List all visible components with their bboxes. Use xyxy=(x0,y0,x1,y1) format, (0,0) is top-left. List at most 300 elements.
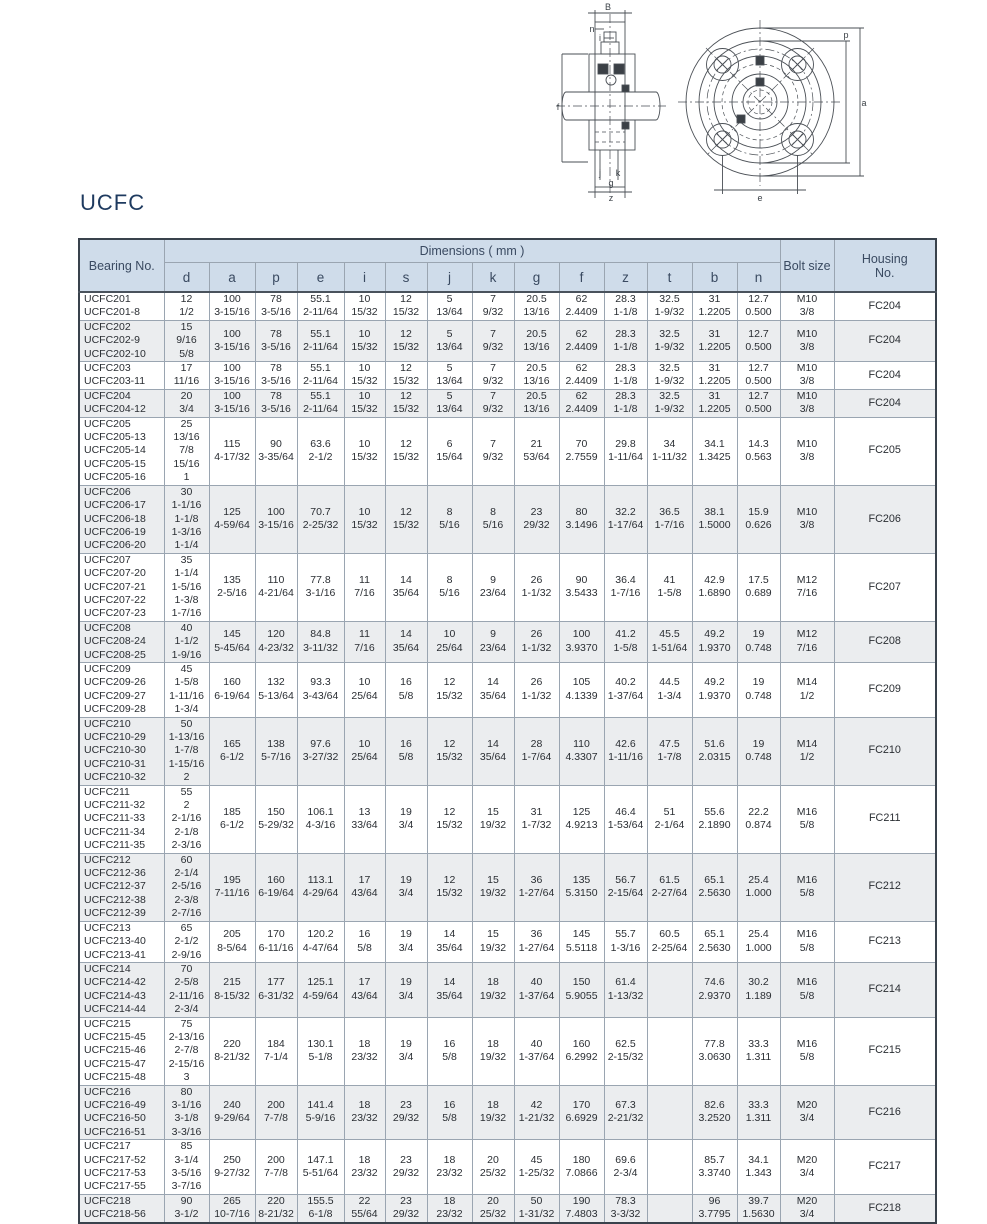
cell-e: 141.4 5-9/16 xyxy=(297,1085,344,1140)
dim-label-j: j xyxy=(599,168,601,178)
cell-i: 10 15/32 xyxy=(344,485,385,553)
cell-b: 31 1.2205 xyxy=(692,320,737,361)
cell-j: 16 5/8 xyxy=(427,1085,472,1140)
cell-e: 55.1 2-11/64 xyxy=(297,320,344,361)
housing-header-line1: Housing xyxy=(861,251,908,266)
cell-a: 265 10-7/16 xyxy=(209,1194,255,1222)
cell-d: 20 3/4 xyxy=(164,389,209,417)
cell-d: 80 3-1/16 3-1/8 3-3/16 xyxy=(164,1085,209,1140)
cell-t: 44.5 1-3/4 xyxy=(647,662,692,717)
cell-p: 120 4-23/32 xyxy=(255,621,297,662)
cell-k: 15 19/32 xyxy=(472,921,514,962)
cell-bolt-size: M16 5/8 xyxy=(780,921,834,962)
table-row xyxy=(79,1085,936,1140)
cell-i: 17 43/64 xyxy=(344,962,385,1017)
cell-bearing-no: UCFC218 UCFC218-56 xyxy=(79,1194,164,1222)
cell-b: 31 1.2205 xyxy=(692,292,737,320)
cell-j: 14 35/64 xyxy=(427,962,472,1017)
cell-housing-no: FC217 xyxy=(834,1140,936,1195)
cell-z: 78.3 3-3/32 xyxy=(604,1194,647,1222)
cell-j: 18 23/32 xyxy=(427,1140,472,1195)
cell-d: 50 1-13/16 1-7/8 1-15/16 2 xyxy=(164,717,209,785)
cell-i: 10 25/64 xyxy=(344,662,385,717)
cell-p: 132 5-13/64 xyxy=(255,662,297,717)
cell-p: 100 3-15/16 xyxy=(255,485,297,553)
cell-housing-no: FC210 xyxy=(834,717,936,785)
cell-housing-no: FC207 xyxy=(834,553,936,621)
dim-label-k: k xyxy=(615,168,621,178)
cell-b: 55.6 2.1890 xyxy=(692,785,737,853)
cell-bearing-no: UCFC214 UCFC214-42 UCFC214-43 UCFC214-44 xyxy=(79,962,164,1017)
cell-s: 23 29/32 xyxy=(385,1140,427,1195)
dim-label-g: g xyxy=(608,178,614,188)
cell-p: 160 6-19/64 xyxy=(255,853,297,921)
cell-n: 12.7 0.500 xyxy=(737,292,780,320)
cell-b: 49.2 1.9370 xyxy=(692,662,737,717)
cell-j: 5 13/64 xyxy=(427,362,472,390)
cell-i: 13 33/64 xyxy=(344,785,385,853)
cell-e: 130.1 5-1/8 xyxy=(297,1017,344,1085)
cell-bolt-size: M10 3/8 xyxy=(780,362,834,390)
cell-a: 100 3-15/16 xyxy=(209,389,255,417)
cell-f: 80 3.1496 xyxy=(559,485,604,553)
cell-e: 147.1 5-51/64 xyxy=(297,1140,344,1195)
table-body xyxy=(79,292,936,1223)
cell-g: 42 1-21/32 xyxy=(514,1085,559,1140)
cell-n: 30.2 1.189 xyxy=(737,962,780,1017)
column-header-bolt-size: Bolt size xyxy=(780,239,834,292)
cell-b: 51.6 2.0315 xyxy=(692,717,737,785)
table-row xyxy=(79,485,936,553)
cell-i: 10 15/32 xyxy=(344,417,385,485)
cell-housing-no: FC208 xyxy=(834,621,936,662)
cell-bearing-no: UCFC204 UCFC204-12 xyxy=(79,389,164,417)
cell-bearing-no: UCFC211 UCFC211-32 UCFC211-33 UCFC211-34 UCFC211-35 xyxy=(79,785,164,853)
cell-z: 28.3 1-1/8 xyxy=(604,320,647,361)
cell-z: 28.3 1-1/8 xyxy=(604,362,647,390)
cell-g: 36 1-27/64 xyxy=(514,853,559,921)
cell-a: 185 6-1/2 xyxy=(209,785,255,853)
cell-i: 10 25/64 xyxy=(344,717,385,785)
cell-z: 40.2 1-37/64 xyxy=(604,662,647,717)
dim-label-i: i xyxy=(599,33,601,43)
cell-g: 26 1-1/32 xyxy=(514,621,559,662)
cell-t: 41 1-5/8 xyxy=(647,553,692,621)
cell-s: 19 3/4 xyxy=(385,785,427,853)
cell-j: 8 5/16 xyxy=(427,553,472,621)
cell-t: 36.5 1-7/16 xyxy=(647,485,692,553)
cell-j: 12 15/32 xyxy=(427,785,472,853)
dim-label-n: n xyxy=(589,24,595,34)
cell-bearing-no: UCFC217 UCFC217-52 UCFC217-53 UCFC217-55 xyxy=(79,1140,164,1195)
cell-i: 16 5/8 xyxy=(344,921,385,962)
cell-t: 51 2-1/64 xyxy=(647,785,692,853)
column-header-z: z xyxy=(604,263,647,293)
cell-p: 90 3-35/64 xyxy=(255,417,297,485)
dim-label-B: B xyxy=(604,2,612,12)
cell-bolt-size: M14 1/2 xyxy=(780,662,834,717)
cell-d: 45 1-5/8 1-11/16 1-3/4 xyxy=(164,662,209,717)
cell-b: 34.1 1.3425 xyxy=(692,417,737,485)
cell-bearing-no: UCFC215 UCFC215-45 UCFC215-46 UCFC215-47 UCFC215-48 xyxy=(79,1017,164,1085)
cell-t: 61.5 2-27/64 xyxy=(647,853,692,921)
cell-d: 90 3-1/2 xyxy=(164,1194,209,1222)
cell-f: 135 5.3150 xyxy=(559,853,604,921)
cell-f: 62 2.4409 xyxy=(559,389,604,417)
cell-f: 170 6.6929 xyxy=(559,1085,604,1140)
cell-f: 180 7.0866 xyxy=(559,1140,604,1195)
cell-s: 12 15/32 xyxy=(385,362,427,390)
housing-header-line2: No. xyxy=(875,265,895,280)
cell-bolt-size: M10 3/8 xyxy=(780,485,834,553)
table-row xyxy=(79,962,936,1017)
cell-a: 100 3-15/16 xyxy=(209,362,255,390)
cell-p: 200 7-7/8 xyxy=(255,1140,297,1195)
dim-label-e: e xyxy=(757,193,763,203)
cell-e: 125.1 4-59/64 xyxy=(297,962,344,1017)
cell-d: 17 11/16 xyxy=(164,362,209,390)
cell-a: 160 6-19/64 xyxy=(209,662,255,717)
cell-f: 105 4.1339 xyxy=(559,662,604,717)
cell-j: 12 15/32 xyxy=(427,662,472,717)
cell-p: 200 7-7/8 xyxy=(255,1085,297,1140)
cell-n: 19 0.748 xyxy=(737,717,780,785)
cell-j: 12 15/32 xyxy=(427,717,472,785)
table-row xyxy=(79,417,936,485)
cell-a: 205 8-5/64 xyxy=(209,921,255,962)
cell-housing-no: FC215 xyxy=(834,1017,936,1085)
cell-bolt-size: M16 5/8 xyxy=(780,962,834,1017)
cell-i: 10 15/32 xyxy=(344,320,385,361)
cell-p: 138 5-7/16 xyxy=(255,717,297,785)
cell-f: 62 2.4409 xyxy=(559,320,604,361)
cell-p: 170 6-11/16 xyxy=(255,921,297,962)
cell-k: 20 25/32 xyxy=(472,1140,514,1195)
cell-n: 12.7 0.500 xyxy=(737,362,780,390)
cell-bolt-size: M16 5/8 xyxy=(780,1017,834,1085)
cell-b: 31 1.2205 xyxy=(692,389,737,417)
table-row xyxy=(79,553,936,621)
cell-k: 20 25/32 xyxy=(472,1194,514,1222)
column-header-d: d xyxy=(164,263,209,293)
cell-i: 11 7/16 xyxy=(344,621,385,662)
cell-s: 23 29/32 xyxy=(385,1085,427,1140)
table-row xyxy=(79,717,936,785)
cell-k: 7 9/32 xyxy=(472,362,514,390)
cell-d: 60 2-1/4 2-5/16 2-3/8 2-7/16 xyxy=(164,853,209,921)
cell-housing-no: FC212 xyxy=(834,853,936,921)
table-row xyxy=(79,320,936,361)
cell-a: 195 7-11/16 xyxy=(209,853,255,921)
cell-b: 82.6 3.2520 xyxy=(692,1085,737,1140)
cell-b: 38.1 1.5000 xyxy=(692,485,737,553)
cell-j: 14 35/64 xyxy=(427,921,472,962)
cell-e: 77.8 3-1/16 xyxy=(297,553,344,621)
cell-s: 19 3/4 xyxy=(385,853,427,921)
cell-n: 19 0.748 xyxy=(737,662,780,717)
cell-n: 22.2 0.874 xyxy=(737,785,780,853)
cell-e: 97.6 3-27/32 xyxy=(297,717,344,785)
cell-d: 12 1/2 xyxy=(164,292,209,320)
cell-j: 5 13/64 xyxy=(427,320,472,361)
cell-g: 40 1-37/64 xyxy=(514,1017,559,1085)
cell-g: 28 1-7/64 xyxy=(514,717,559,785)
cell-g: 20.5 13/16 xyxy=(514,292,559,320)
cell-g: 20.5 13/16 xyxy=(514,362,559,390)
cell-a: 100 3-15/16 xyxy=(209,320,255,361)
column-header-p: p xyxy=(255,263,297,293)
table-row xyxy=(79,921,936,962)
cell-bearing-no: UCFC202 UCFC202-9 UCFC202-10 xyxy=(79,320,164,361)
cell-t: 32.5 1-9/32 xyxy=(647,362,692,390)
cell-z: 67.3 2-21/32 xyxy=(604,1085,647,1140)
cell-s: 12 15/32 xyxy=(385,320,427,361)
cell-housing-no: FC216 xyxy=(834,1085,936,1140)
cell-bolt-size: M12 7/16 xyxy=(780,553,834,621)
cell-k: 7 9/32 xyxy=(472,292,514,320)
cell-n: 14.3 0.563 xyxy=(737,417,780,485)
cell-z: 36.4 1-7/16 xyxy=(604,553,647,621)
cell-bearing-no: UCFC209 UCFC209-26 UCFC209-27 UCFC209-28 xyxy=(79,662,164,717)
cell-k: 15 19/32 xyxy=(472,853,514,921)
cell-bearing-no: UCFC213 UCFC213-40 UCFC213-41 xyxy=(79,921,164,962)
cell-i: 10 15/32 xyxy=(344,389,385,417)
cell-bearing-no: UCFC203 UCFC203-11 xyxy=(79,362,164,390)
cell-i: 18 23/32 xyxy=(344,1017,385,1085)
cell-bearing-no: UCFC206 UCFC206-17 UCFC206-18 UCFC206-19 UCFC206-20 xyxy=(79,485,164,553)
cell-housing-no: FC204 xyxy=(834,292,936,320)
dim-label-a: a xyxy=(861,98,867,108)
cell-a: 250 9-27/32 xyxy=(209,1140,255,1195)
cell-n: 39.7 1.5630 xyxy=(737,1194,780,1222)
cell-housing-no: FC209 xyxy=(834,662,936,717)
cell-b: 65.1 2.5630 xyxy=(692,853,737,921)
cell-f: 145 5.5118 xyxy=(559,921,604,962)
cell-bolt-size: M20 3/4 xyxy=(780,1140,834,1195)
cell-f: 90 3.5433 xyxy=(559,553,604,621)
dim-label-f: f xyxy=(556,102,560,112)
cell-f: 150 5.9055 xyxy=(559,962,604,1017)
cell-b: 96 3.7795 xyxy=(692,1194,737,1222)
cell-e: 63.6 2-1/2 xyxy=(297,417,344,485)
column-header-t: t xyxy=(647,263,692,293)
cell-housing-no: FC214 xyxy=(834,962,936,1017)
cell-d: 55 2 2-1/16 2-1/8 2-3/16 xyxy=(164,785,209,853)
cell-j: 10 25/64 xyxy=(427,621,472,662)
cell-i: 18 23/32 xyxy=(344,1085,385,1140)
cell-p: 177 6-31/32 xyxy=(255,962,297,1017)
cell-b: 77.8 3.0630 xyxy=(692,1017,737,1085)
cell-s: 14 35/64 xyxy=(385,621,427,662)
cell-e: 70.7 2-25/32 xyxy=(297,485,344,553)
table-row xyxy=(79,1140,936,1195)
cell-i: 22 55/64 xyxy=(344,1194,385,1222)
cell-k: 18 19/32 xyxy=(472,1017,514,1085)
dim-label-z: z xyxy=(608,193,614,203)
cell-e: 155.5 6-1/8 xyxy=(297,1194,344,1222)
cell-k: 9 23/64 xyxy=(472,553,514,621)
table-row xyxy=(79,1194,936,1222)
cell-t xyxy=(647,1194,692,1222)
cell-d: 25 13/16 7/8 15/16 1 xyxy=(164,417,209,485)
bearing-unit-drawing xyxy=(548,2,888,202)
cell-g: 23 29/32 xyxy=(514,485,559,553)
cell-d: 35 1-1/4 1-5/16 1-3/8 1-7/16 xyxy=(164,553,209,621)
cell-z: 62.5 2-15/32 xyxy=(604,1017,647,1085)
cell-e: 55.1 2-11/64 xyxy=(297,362,344,390)
cell-bearing-no: UCFC205 UCFC205-13 UCFC205-14 UCFC205-15 UCFC205-16 xyxy=(79,417,164,485)
cell-a: 115 4-17/32 xyxy=(209,417,255,485)
table-row xyxy=(79,662,936,717)
cell-p: 78 3-5/16 xyxy=(255,389,297,417)
table-header xyxy=(79,239,936,292)
cell-g: 36 1-27/64 xyxy=(514,921,559,962)
cell-k: 9 23/64 xyxy=(472,621,514,662)
cell-z: 46.4 1-53/64 xyxy=(604,785,647,853)
cell-n: 33.3 1.311 xyxy=(737,1017,780,1085)
table-row xyxy=(79,621,936,662)
cell-b: 31 1.2205 xyxy=(692,362,737,390)
column-header-g: g xyxy=(514,263,559,293)
cell-t: 34 1-11/32 xyxy=(647,417,692,485)
cell-j: 18 23/32 xyxy=(427,1194,472,1222)
cell-f: 125 4.9213 xyxy=(559,785,604,853)
cell-a: 220 8-21/32 xyxy=(209,1017,255,1085)
cell-g: 45 1-25/32 xyxy=(514,1140,559,1195)
cell-t: 32.5 1-9/32 xyxy=(647,389,692,417)
column-header-s: s xyxy=(385,263,427,293)
cell-bearing-no: UCFC210 UCFC210-29 UCFC210-30 UCFC210-31 UCFC210-32 xyxy=(79,717,164,785)
cell-z: 55.7 1-3/16 xyxy=(604,921,647,962)
cell-n: 33.3 1.311 xyxy=(737,1085,780,1140)
cell-k: 7 9/32 xyxy=(472,389,514,417)
table-row xyxy=(79,292,936,320)
cell-t: 32.5 1-9/32 xyxy=(647,320,692,361)
cell-g: 26 1-1/32 xyxy=(514,553,559,621)
cell-e: 55.1 2-11/64 xyxy=(297,292,344,320)
table-row xyxy=(79,1017,936,1085)
cell-b: 42.9 1.6890 xyxy=(692,553,737,621)
column-header-dimensions: Dimensions ( mm ) xyxy=(164,239,780,263)
cell-k: 18 19/32 xyxy=(472,962,514,1017)
cell-g: 50 1-31/32 xyxy=(514,1194,559,1222)
cell-i: 10 15/32 xyxy=(344,362,385,390)
cell-bolt-size: M10 3/8 xyxy=(780,292,834,320)
cell-g: 21 53/64 xyxy=(514,417,559,485)
column-header-bearing-no: Bearing No. xyxy=(79,239,164,292)
cell-z: 69.6 2-3/4 xyxy=(604,1140,647,1195)
technical-drawing xyxy=(548,2,888,207)
cell-k: 7 9/32 xyxy=(472,417,514,485)
cell-a: 215 8-15/32 xyxy=(209,962,255,1017)
cell-bolt-size: M10 3/8 xyxy=(780,389,834,417)
cell-a: 125 4-59/64 xyxy=(209,485,255,553)
column-header-a: a xyxy=(209,263,255,293)
column-header-f: f xyxy=(559,263,604,293)
cell-k: 8 5/16 xyxy=(472,485,514,553)
cell-n: 12.7 0.500 xyxy=(737,320,780,361)
cell-f: 100 3.9370 xyxy=(559,621,604,662)
cell-bolt-size: M16 5/8 xyxy=(780,853,834,921)
cell-s: 12 15/32 xyxy=(385,292,427,320)
cell-s: 12 15/32 xyxy=(385,417,427,485)
cell-a: 100 3-15/16 xyxy=(209,292,255,320)
cell-d: 85 3-1/4 3-5/16 3-7/16 xyxy=(164,1140,209,1195)
cell-e: 106.1 4-3/16 xyxy=(297,785,344,853)
cell-f: 70 2.7559 xyxy=(559,417,604,485)
cell-b: 49.2 1.9370 xyxy=(692,621,737,662)
column-header-housing-no xyxy=(834,239,936,292)
page-title: UCFC xyxy=(80,190,146,215)
cell-housing-no: FC218 xyxy=(834,1194,936,1222)
cell-p: 78 3-5/16 xyxy=(255,320,297,361)
cell-s: 19 3/4 xyxy=(385,962,427,1017)
column-header-k: k xyxy=(472,263,514,293)
cell-f: 62 2.4409 xyxy=(559,362,604,390)
cell-e: 113.1 4-29/64 xyxy=(297,853,344,921)
cell-bolt-size: M20 3/4 xyxy=(780,1085,834,1140)
cell-p: 110 4-21/64 xyxy=(255,553,297,621)
cell-j: 6 15/64 xyxy=(427,417,472,485)
cell-f: 190 7.4803 xyxy=(559,1194,604,1222)
cell-s: 23 29/32 xyxy=(385,1194,427,1222)
table-row xyxy=(79,853,936,921)
cell-k: 14 35/64 xyxy=(472,662,514,717)
cell-bolt-size: M20 3/4 xyxy=(780,1194,834,1222)
cell-t: 60.5 2-25/64 xyxy=(647,921,692,962)
cell-a: 135 2-5/16 xyxy=(209,553,255,621)
cell-bearing-no: UCFC208 UCFC208-24 UCFC208-25 xyxy=(79,621,164,662)
cell-a: 145 5-45/64 xyxy=(209,621,255,662)
cell-k: 14 35/64 xyxy=(472,717,514,785)
cell-f: 160 6.2992 xyxy=(559,1017,604,1085)
cell-b: 74.6 2.9370 xyxy=(692,962,737,1017)
cell-k: 18 19/32 xyxy=(472,1085,514,1140)
cell-e: 120.2 4-47/64 xyxy=(297,921,344,962)
cell-f: 110 4.3307 xyxy=(559,717,604,785)
cell-g: 31 1-7/32 xyxy=(514,785,559,853)
cell-d: 15 9/16 5/8 xyxy=(164,320,209,361)
cell-s: 12 15/32 xyxy=(385,389,427,417)
cell-n: 15.9 0.626 xyxy=(737,485,780,553)
cell-s: 16 5/8 xyxy=(385,662,427,717)
cell-n: 19 0.748 xyxy=(737,621,780,662)
cell-n: 12.7 0.500 xyxy=(737,389,780,417)
cell-t xyxy=(647,1085,692,1140)
cell-housing-no: FC213 xyxy=(834,921,936,962)
cell-g: 26 1-1/32 xyxy=(514,662,559,717)
cell-housing-no: FC204 xyxy=(834,320,936,361)
cell-s: 12 15/32 xyxy=(385,485,427,553)
cell-s: 16 5/8 xyxy=(385,717,427,785)
cell-p: 220 8-21/32 xyxy=(255,1194,297,1222)
cell-s: 19 3/4 xyxy=(385,921,427,962)
cell-k: 15 19/32 xyxy=(472,785,514,853)
cell-k: 7 9/32 xyxy=(472,320,514,361)
cell-z: 61.4 1-13/32 xyxy=(604,962,647,1017)
table-row xyxy=(79,389,936,417)
cell-j: 5 13/64 xyxy=(427,292,472,320)
cell-z: 29.8 1-11/64 xyxy=(604,417,647,485)
cell-z: 28.3 1-1/8 xyxy=(604,292,647,320)
cell-d: 30 1-1/16 1-1/8 1-3/16 1-1/4 xyxy=(164,485,209,553)
cell-b: 85.7 3.3740 xyxy=(692,1140,737,1195)
cell-d: 40 1-1/2 1-9/16 xyxy=(164,621,209,662)
cell-g: 40 1-37/64 xyxy=(514,962,559,1017)
cell-z: 42.6 1-11/16 xyxy=(604,717,647,785)
cell-b: 65.1 2.5630 xyxy=(692,921,737,962)
cell-e: 84.8 3-11/32 xyxy=(297,621,344,662)
